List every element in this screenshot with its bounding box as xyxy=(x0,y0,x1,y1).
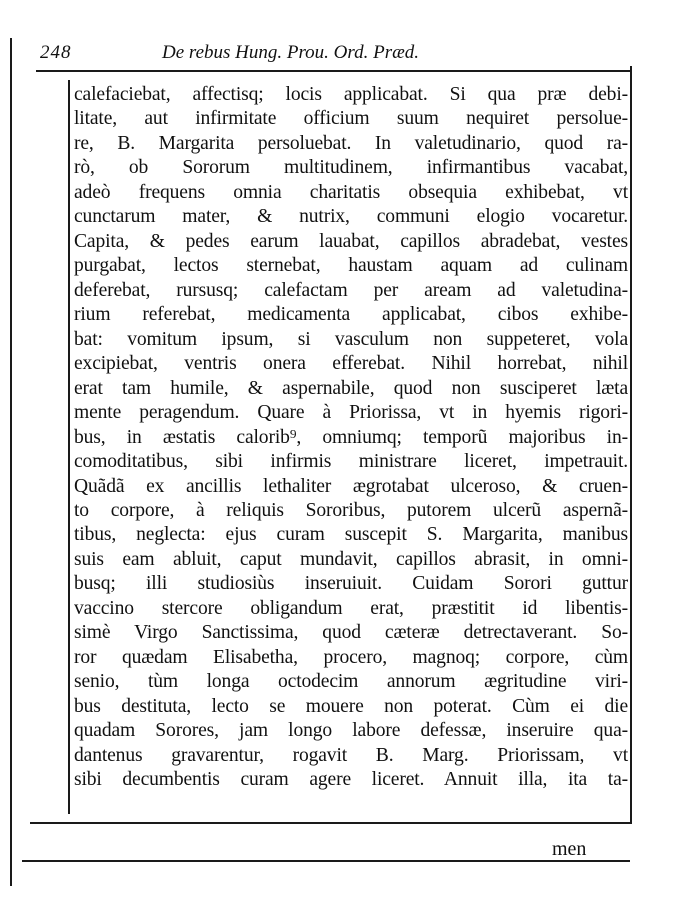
text-line: purgabat, lectos sternebat, haustam aquam ad culinam xyxy=(74,255,628,277)
catchword: men xyxy=(552,838,587,860)
text-line: deferebat, rursusq; calefactam per aream ad valetudina- xyxy=(74,279,628,301)
text-line: adeò frequens omnia charitatis obsequia exhibebat, vt xyxy=(74,181,628,203)
text-line: suis eam abluit, caput mundavit, capillos abrasit, in omni- xyxy=(74,548,628,570)
text-line: comoditatibus, sibi infirmis ministrare liceret, impetrauit. xyxy=(74,451,628,473)
text-block-left-rule xyxy=(68,80,70,814)
text-line: rium referebat, medicamenta applicabat, cibos exhibe- xyxy=(74,304,628,326)
page-frame-right-rule xyxy=(630,66,632,824)
catchword-rule xyxy=(22,860,630,862)
text-line: cunctarum mater, & nutrix, communi elogio vocaretur. xyxy=(74,206,628,228)
text-line: mente peragendum. Quare à Priorissa, vt in hyemis rigori- xyxy=(74,402,628,424)
text-line: bat: vomitum ipsum, si vasculum non suppeteret, vola xyxy=(74,328,628,350)
text-line: busq; illi studiosiùs inseruiuit. Cuidam Sorori guttur xyxy=(74,573,628,595)
page-frame-left-rule xyxy=(10,38,12,886)
body-text xyxy=(74,83,628,793)
text-line: rò, ob Sororum multitudinem, infirmantibus vacabat, xyxy=(74,157,628,179)
text-line: ror quædam Elisabetha, procero, magnoq; corpore, cùm xyxy=(74,646,628,668)
text-line: Quãdã ex ancillis lethaliter ægrotabat ulceroso, & cruen- xyxy=(74,475,628,497)
text-line: bus, in æstatis calorib⁹, omniumq; temporũ majoribus in- xyxy=(74,426,628,448)
text-line: erat tam humile, & aspernabile, quod non susciperet læta xyxy=(74,377,628,399)
text-line: dantenus gravarentur, rogavit B. Marg. Priorissam, vt xyxy=(74,744,628,766)
text-line: sibi decumbentis curam agere liceret. Annuit illa, ita ta- xyxy=(74,769,628,791)
text-line: senio, tùm longa octodecim annorum ægritudine viri- xyxy=(74,671,628,693)
running-header xyxy=(40,42,640,72)
bottom-rule xyxy=(30,822,630,824)
text-line: to corpore, à reliquis Sororibus, putorem ulcerũ aspernã- xyxy=(74,499,628,521)
text-line: Capita, & pedes earum lauabat, capillos abradebat, vestes xyxy=(74,230,628,252)
page-number: 248 xyxy=(40,42,72,63)
text-line: excipiebat, ventris onera efferebat. Nihil horrebat, nihil xyxy=(74,353,628,375)
running-title: De rebus Hung. Prou. Ord. Præd. xyxy=(162,42,420,63)
text-line: bus destituta, lecto se mouere non poterat. Cùm ei die xyxy=(74,695,628,717)
text-line: simè Virgo Sanctissima, quod cæteræ detrectaverant. So- xyxy=(74,622,628,644)
text-line: quadam Sorores, jam longo labore defessæ, inseruire qua- xyxy=(74,720,628,742)
text-line: calefaciebat, affectisq; locis applicabat. Si qua præ debi- xyxy=(74,84,628,105)
text-line: vaccino stercore obligandum erat, præstitit id libentis- xyxy=(74,597,628,619)
text-line: litate, aut infirmitate officium suum nequiret persolue- xyxy=(74,108,628,130)
text-line: re, B. Margarita persoluebat. In valetudinario, quod ra- xyxy=(74,132,628,154)
text-line: tibus, neglecta: ejus curam suscepit S. Margarita, manibus xyxy=(74,524,628,546)
